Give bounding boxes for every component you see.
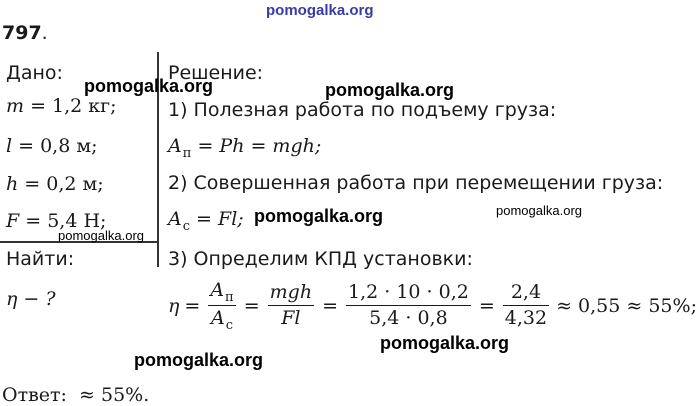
find-value: η − ? — [6, 288, 56, 310]
eta-symbol: η — [168, 294, 180, 317]
given-l-value: 0,8 м; — [40, 135, 98, 157]
watermark-6: pomogalka.org — [380, 333, 510, 353]
watermark-1: pomogalka.org — [84, 76, 214, 96]
answer-value: ≈ 55%. — [79, 384, 150, 406]
formula2-rhs: = Fl; — [190, 208, 244, 230]
frac4-num: 2,4 — [510, 281, 542, 303]
frac4-den: 4,32 — [504, 307, 548, 330]
watermark-top: pomogalka.org — [266, 2, 374, 19]
step2-text: 2) Совершенная работа при перемещении груза: — [168, 172, 664, 194]
given-m: m = 1,2 кг; — [6, 95, 117, 117]
result-tail: ≈ 0,55 ≈ 55%; — [556, 294, 697, 317]
formula1: $A_п = Ph$ = mgh; — [168, 135, 322, 161]
frac1-den-sub: с — [225, 318, 234, 334]
given-l: l = 0,8 м; — [6, 135, 98, 157]
frac2-den: Fl — [281, 307, 301, 330]
given-title: Дано: — [6, 62, 63, 84]
given-h: h = 0,2 м; — [6, 173, 104, 195]
watermark-3: pomogalka.org — [254, 206, 384, 226]
given-F: F = 5,4 Н; — [6, 210, 107, 232]
formula1-rhs: = Ph = mgh; — [191, 135, 322, 157]
problem-number: 797. — [2, 22, 48, 44]
problem-number-value: 797 — [2, 22, 42, 44]
step3-text: 3) Определим КПД установки: — [168, 248, 473, 270]
frac3-den: 5,4 · 0,8 — [369, 307, 448, 330]
frac3-num: 1,2 · 10 · 0,2 — [347, 281, 469, 303]
fraction-work-ratio — [208, 279, 235, 334]
fraction-symbolic — [268, 282, 314, 329]
frac1-num-sub: п — [225, 290, 234, 305]
fraction-numeric — [346, 282, 471, 329]
watermark-4: pomogalka.org — [496, 203, 582, 218]
answer-label: Ответ: — [2, 384, 67, 406]
frac1-num-base: A — [210, 279, 225, 301]
step1-text: 1) Полезная работа по подъему груза: — [168, 99, 557, 121]
given-m-value: 1,2 кг; — [52, 95, 117, 117]
given-F-value: 5,4 Н; — [47, 210, 107, 232]
fraction-simplified — [503, 282, 549, 329]
watermark-2: pomogalka.org — [325, 80, 455, 100]
solution-title: Решение: — [168, 62, 264, 84]
given-h-value: 0,2 м; — [46, 173, 104, 195]
formula2: $A_с = Fl$; — [168, 208, 244, 234]
frac2-num: mgh — [269, 281, 313, 303]
watermark-5: pomogalka.org — [58, 228, 144, 243]
watermark-7: pomogalka.org — [134, 350, 264, 370]
answer — [2, 384, 149, 406]
find-title: Найти: — [6, 248, 75, 270]
frac1-den-base: A — [211, 307, 225, 330]
efficiency-formula: η = $\frac{A_п}{A_с}$ = $\frac{\text{mgh}}{Fl}$ = $\frac{1,2 \cdot 10 \cdot 0,2}{5,4 \cdot 0,8}$ = $\frac{2,4}{4,32}$ ≈ 0,55 ≈ 55%; — [168, 279, 697, 334]
